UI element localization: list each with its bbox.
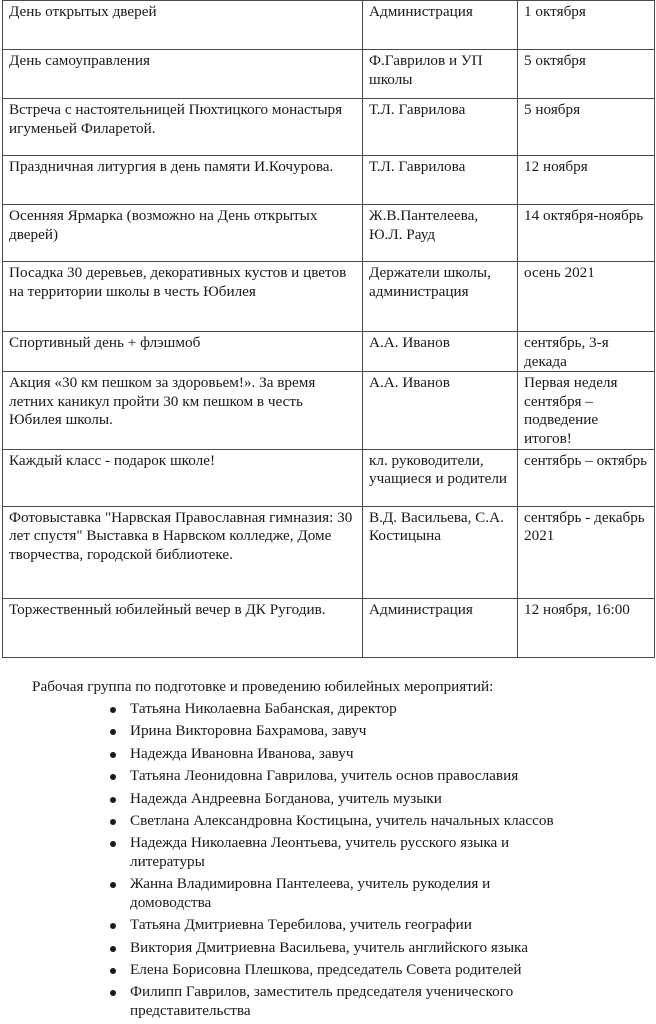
bullet-icon	[110, 729, 116, 735]
list-item	[0, 790, 656, 809]
event-cell: Спортивный день + флэшмоб	[3, 332, 363, 372]
member-text: Филипп Гаврилов, заместитель председателя ученического представительства	[130, 983, 514, 1020]
bullet-icon	[110, 946, 116, 952]
bullet-icon	[110, 752, 116, 758]
table-row	[3, 50, 655, 99]
bullet-icon	[110, 990, 116, 996]
bullet-icon	[110, 968, 116, 974]
date-cell: осень 2021	[518, 262, 655, 332]
list-item	[0, 722, 656, 741]
date-cell: 5 ноября	[518, 99, 655, 156]
member-text: Татьяна Леонидовна Гаврилова, учитель основ православия	[130, 767, 519, 785]
member-text: Татьяна Николаевна Бабанская, директор	[130, 700, 397, 717]
list-item	[0, 939, 656, 958]
member-text: Надежда Андреевна Богданова, учитель музыки	[130, 789, 442, 807]
member-text: Надежда Ивановна Иванова, завуч	[130, 744, 354, 762]
table-row	[3, 506, 655, 598]
member-text: Елена Борисовна Плешкова, председатель Совета родителей	[130, 961, 522, 979]
date-cell: сентябрь - декабрь 2021	[518, 506, 655, 598]
bullet-icon	[110, 707, 116, 713]
list-item	[0, 834, 656, 871]
date-cell: 14 октября-ноябрь	[518, 205, 655, 262]
table-row	[3, 156, 655, 205]
event-cell: День самоуправления	[3, 50, 363, 99]
working-group-list	[0, 700, 656, 1024]
date-cell: Первая неделя сентября – подведение итогов!	[518, 372, 655, 449]
bullet-icon	[110, 841, 116, 847]
member-text: Виктория Дмитриевна Васильева, учитель английского языка	[130, 938, 528, 956]
list-item	[0, 916, 656, 935]
event-cell: Торжественный юбилейный вечер в ДК Ругодив.	[3, 598, 363, 657]
event-cell: Встреча с настоятельницей Пюхтицкого монастыря игуменьей Филаретой.	[3, 99, 363, 156]
date-cell: 1 октября	[518, 1, 655, 50]
list-item	[0, 812, 656, 831]
bullet-icon	[110, 882, 116, 888]
list-item	[0, 745, 656, 764]
responsible-cell: Ф.Гаврилов и УП школы	[363, 50, 518, 99]
event-cell: Праздничная литургия в день памяти И.Кочурова.	[3, 156, 363, 205]
responsible-cell: Администрация	[363, 1, 518, 50]
bullet-icon	[110, 923, 116, 929]
table-row	[3, 205, 655, 262]
events-table	[2, 0, 655, 658]
list-item	[0, 875, 656, 912]
date-cell: 5 октября	[518, 50, 655, 99]
event-cell: Каждый класс - подарок школе!	[3, 449, 363, 506]
member-text: Татьяна Дмитриевна Теребилова, учитель географии	[130, 916, 472, 934]
event-cell: Посадка 30 деревьев, декоративных кустов и цветов на территории школы в честь Юбилея	[3, 262, 363, 332]
responsible-cell: А.А. Иванов	[363, 372, 518, 449]
bullet-icon	[110, 819, 116, 825]
responsible-cell: Ж.В.Пантелеева, Ю.Л. Рауд	[363, 205, 518, 262]
table-row	[3, 372, 655, 449]
list-item	[0, 767, 656, 786]
member-text: Надежда Николаевна Леонтьева, учитель русского языка и литературы	[130, 834, 510, 870]
list-item	[0, 700, 656, 719]
table-row	[3, 449, 655, 506]
responsible-cell: Администрация	[363, 598, 518, 657]
table-row	[3, 332, 655, 372]
table-row	[3, 1, 655, 50]
member-text: Светлана Александровна Костицына, учитель начальных классов	[130, 811, 554, 829]
responsible-cell: Т.Л. Гаврилова	[363, 99, 518, 156]
working-group-title: Рабочая группа по подготовке и проведению юбилейных мероприятий:	[32, 678, 494, 695]
event-cell: День открытых дверей	[3, 1, 363, 50]
date-cell: 12 ноября	[518, 156, 655, 205]
responsible-cell: Т.Л. Гаврилова	[363, 156, 518, 205]
event-cell: Осенняя Ярмарка (возможно на День открытых дверей)	[3, 205, 363, 262]
responsible-cell: кл. руководители, учащиеся и родители	[363, 449, 518, 506]
date-cell: сентябрь – октябрь	[518, 449, 655, 506]
responsible-cell: В.Д. Васильева, С.А. Костицына	[363, 506, 518, 598]
event-cell: Фотовыставка "Нарвская Православная гимназия: 30 лет спустя" Выставка в Нарвском колледже, Доме творчества, городской библиотеке.	[3, 506, 363, 598]
table-row	[3, 99, 655, 156]
event-cell: Акция «30 км пешком за здоровьем!». За время летних каникул пройти 30 км пешком в честь Юбилея школы.	[3, 372, 363, 449]
member-text: Жанна Владимировна Пантелеева, учитель рукоделия и домоводства	[130, 875, 491, 911]
responsible-cell: Держатели школы, администрация	[363, 262, 518, 332]
table-row	[3, 598, 655, 657]
member-text: Ирина Викторовна Бахрамова, завуч	[130, 722, 367, 740]
list-item	[0, 961, 656, 980]
bullet-icon	[110, 797, 116, 803]
bullet-icon	[110, 774, 116, 780]
date-cell: сентябрь, 3-я декада	[518, 332, 655, 372]
date-cell: 12 ноября, 16:00	[518, 598, 655, 657]
table-row	[3, 262, 655, 332]
list-item	[0, 983, 656, 1020]
responsible-cell: А.А. Иванов	[363, 332, 518, 372]
